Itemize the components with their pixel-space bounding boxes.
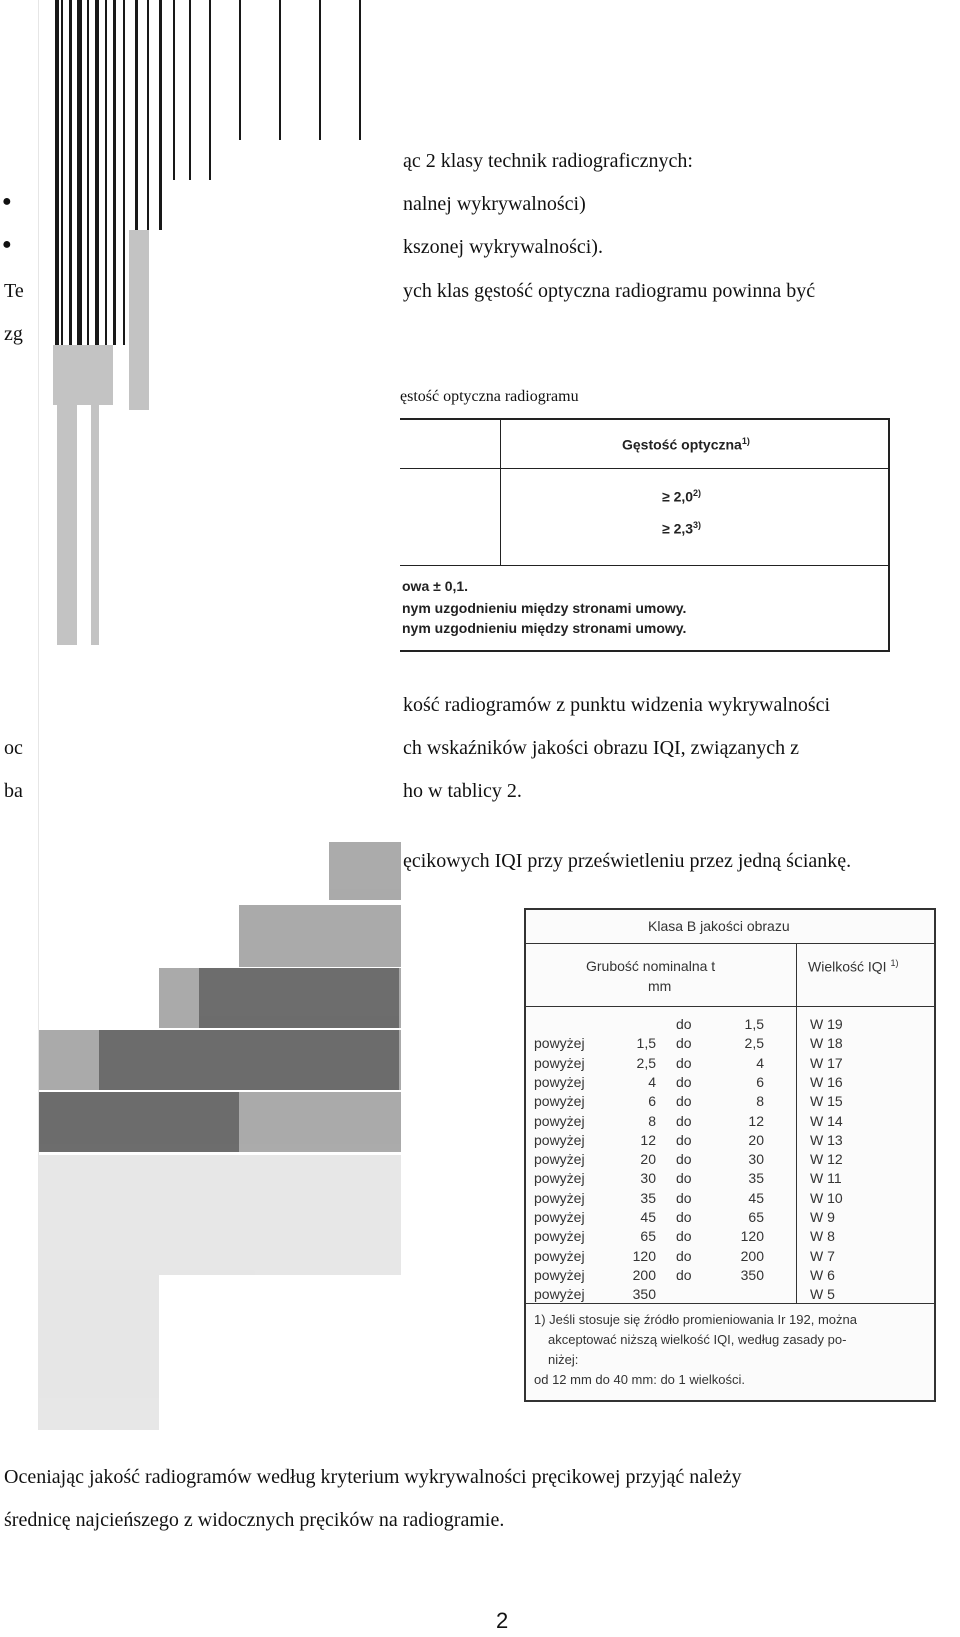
table2-cell-iqi: W 14	[810, 1112, 843, 1129]
table2-cell-to-label: do	[676, 1209, 692, 1225]
table2-cell-from: 65	[640, 1228, 656, 1245]
table2-cell-prefix: powyżej	[534, 1054, 585, 1071]
table2-cell-to: 45	[748, 1189, 764, 1206]
table2-cell-to-label: do	[676, 1054, 692, 1071]
table2-col2-header-text: Wielkość IQI	[808, 958, 887, 975]
table2-cell-to: 120	[740, 1228, 764, 1245]
table2-cell-to-label: do	[676, 1035, 692, 1052]
table2-cell-prefix: powyżej	[534, 1035, 585, 1052]
table2-footnote-rule	[526, 1303, 934, 1304]
optical-density-table	[400, 418, 890, 652]
table2-cell-to-label: do	[676, 1266, 692, 1283]
para2-line2-left: oc	[4, 737, 23, 759]
table2-title: Klasa B jakości obrazu	[648, 918, 790, 934]
table1-header-sup: 1)	[741, 436, 750, 446]
table2-cell-to-label: do	[676, 1131, 692, 1148]
table1-note3: nym uzgodnieniu między stronami umowy.	[402, 620, 687, 636]
table2-cell-from: 30	[640, 1170, 656, 1187]
table2-cell-iqi: W 15	[810, 1093, 843, 1110]
table1-header	[622, 436, 750, 453]
table1-note1: owa ± 0,1.	[402, 578, 469, 594]
table2-cell-from: 350	[632, 1286, 656, 1303]
table2-cell-iqi: W 13	[810, 1131, 843, 1148]
bullet-text-1: nalnej wykrywalności)	[403, 193, 586, 215]
table2-cell-to-label: do	[676, 1073, 692, 1090]
table2-cell-from: 2,5	[636, 1054, 656, 1071]
table2-cell-to-label: do	[676, 1093, 692, 1110]
table2-cell-iqi: W 10	[810, 1189, 843, 1206]
table1-row1	[662, 488, 701, 505]
para2-line3: ho w tablicy 2.	[403, 780, 522, 802]
table2-cell-to: 30	[748, 1151, 764, 1168]
table2-cell-to: 8	[756, 1093, 764, 1110]
bullet-text-2: kszonej wykrywalności).	[403, 236, 603, 258]
table2-cell-from: 1,5	[636, 1035, 656, 1052]
table2-cell-iqi: W 18	[810, 1035, 843, 1052]
table2-col2-sup: 1)	[890, 958, 899, 968]
table2-footnote-2: akceptować niższą wielkość IQI, według zasady po-	[548, 1332, 847, 1347]
table1-caption: ęstość optyczna radiogramu	[400, 388, 579, 405]
occluded-region	[38, 0, 401, 1430]
table2-cell-iqi: W 6	[810, 1266, 835, 1283]
table2-cell-from: 20	[640, 1151, 656, 1168]
table2-title-rule	[526, 943, 934, 944]
table2-cell-to-label: do	[676, 1151, 692, 1168]
table2-cell-to-label: do	[676, 1112, 692, 1129]
table2-cell-iqi: W 7	[810, 1247, 835, 1264]
table2-col1-unit: mm	[648, 978, 672, 994]
table2-cell-to: 65	[748, 1209, 764, 1225]
table1-note2: nym uzgodnieniu między stronami umowy.	[402, 600, 687, 616]
table2-cell-prefix: powyżej	[534, 1073, 585, 1090]
table2-col-divider	[796, 943, 797, 1303]
table2-cell-to: 350	[740, 1266, 764, 1283]
final-line-2: średnicę najcieńszego z widocznych pręcików na radiogramie.	[4, 1509, 505, 1531]
table1-header-text: Gęstość optyczna	[622, 436, 742, 453]
table2-cell-from: 200	[632, 1266, 656, 1283]
table2-cell-iqi: W 19	[810, 1016, 843, 1032]
line-zg-left: zg	[4, 323, 23, 345]
table2-cell-iqi: W 17	[810, 1054, 843, 1071]
table2-cell-prefix: powyżej	[534, 1266, 585, 1283]
table2-cell-to: 6	[756, 1073, 764, 1090]
table2-cell-prefix: powyżej	[534, 1131, 585, 1148]
table2-cell-to: 35	[748, 1170, 764, 1187]
table2-cell-from: 6	[648, 1093, 656, 1110]
table2-footnote-4: od 12 mm do 40 mm: do 1 wielkości.	[534, 1372, 745, 1387]
table2-cell-from: 4	[648, 1073, 656, 1090]
iqi-class-b-table	[524, 908, 936, 1402]
table2-cell-from: 8	[648, 1112, 656, 1129]
table2-cell-iqi: W 5	[810, 1286, 835, 1303]
table2-cell-to: 2,5	[744, 1035, 764, 1052]
table2-cell-prefix: powyżej	[534, 1286, 585, 1303]
final-line-1: Oceniając jakość radiogramów według kryterium wykrywalności pręcikowej przyjąć należy	[4, 1466, 742, 1488]
bullet-marker-2: ●	[2, 236, 12, 253]
table2-caption: ęcikowych IQI przy prześwietleniu przez jedną ściankę.	[403, 850, 852, 872]
table2-cell-prefix: powyżej	[534, 1209, 585, 1225]
table2-cell-to-label: do	[676, 1247, 692, 1264]
table1-divider	[500, 420, 501, 565]
para2-line2: ch wskaźników jakości obrazu IQI, związanych z	[403, 737, 799, 759]
table2-cell-prefix: powyżej	[534, 1151, 585, 1168]
table2-cell-to: 12	[748, 1112, 764, 1129]
table1-row1-sup: 2)	[693, 488, 702, 498]
table2-col1-header: Grubość nominalna t	[586, 958, 716, 974]
intro-line: ąc 2 klasy technik radiograficznych:	[403, 150, 693, 172]
table2-cell-from: 12	[640, 1131, 656, 1148]
bullet-marker-1: ●	[2, 193, 12, 210]
table2-cell-to: 200	[740, 1247, 764, 1264]
table2-cell-iqi: W 11	[810, 1170, 842, 1187]
table2-cell-to: 20	[748, 1131, 764, 1148]
density-sentence: ych klas gęstość optyczna radiogramu powinna być	[403, 280, 816, 302]
table2-cell-prefix: powyżej	[534, 1189, 585, 1206]
para2-line3-left: ba	[4, 780, 23, 802]
table1-footer-rule	[400, 565, 888, 566]
glitch-stripes-graphic	[39, 0, 401, 1430]
table2-cell-to-label: do	[676, 1189, 692, 1206]
table2-cell-from: 120	[632, 1247, 656, 1264]
page-number: 2	[496, 1608, 509, 1633]
table2-cell-prefix: powyżej	[534, 1228, 585, 1245]
table2-cell-iqi: W 16	[810, 1073, 843, 1090]
table2-header-rule	[526, 1006, 934, 1007]
table2-cell-from: 35	[640, 1189, 656, 1206]
para2-line1: kość radiogramów z punktu widzenia wykrywalności	[403, 694, 831, 716]
table1-row1-value: ≥ 2,0	[662, 488, 694, 505]
table2-cell-to-label: do	[676, 1170, 692, 1187]
table2-footnote-1: 1) Jeśli stosuje się źródło promieniowania Ir 192, można	[534, 1312, 857, 1327]
table2-cell-prefix: powyżej	[534, 1247, 585, 1264]
table1-row2	[662, 520, 701, 537]
table1-header-rule	[400, 468, 888, 469]
table2-cell-to: 1,5	[744, 1016, 764, 1032]
table2-footnote-3: niżej:	[548, 1352, 579, 1367]
table2-cell-to-label: do	[676, 1016, 692, 1032]
table2-cell-iqi: W 12	[810, 1151, 843, 1168]
table2-cell-prefix: powyżej	[534, 1170, 585, 1187]
table2-cell-prefix: powyżej	[534, 1112, 585, 1129]
table2-cell-to-label: do	[676, 1228, 692, 1245]
table2-cell-iqi: W 8	[810, 1228, 835, 1245]
line-te-left: Te	[4, 280, 24, 302]
table2-cell-iqi: W 9	[810, 1209, 835, 1225]
table1-row2-value: ≥ 2,3	[662, 520, 694, 537]
table2-cell-prefix: powyżej	[534, 1093, 585, 1110]
table2-cell-to: 4	[756, 1054, 764, 1071]
table2-col2-header	[808, 958, 898, 975]
table1-row2-sup: 3)	[693, 520, 702, 530]
table2-cell-from: 45	[640, 1209, 656, 1225]
